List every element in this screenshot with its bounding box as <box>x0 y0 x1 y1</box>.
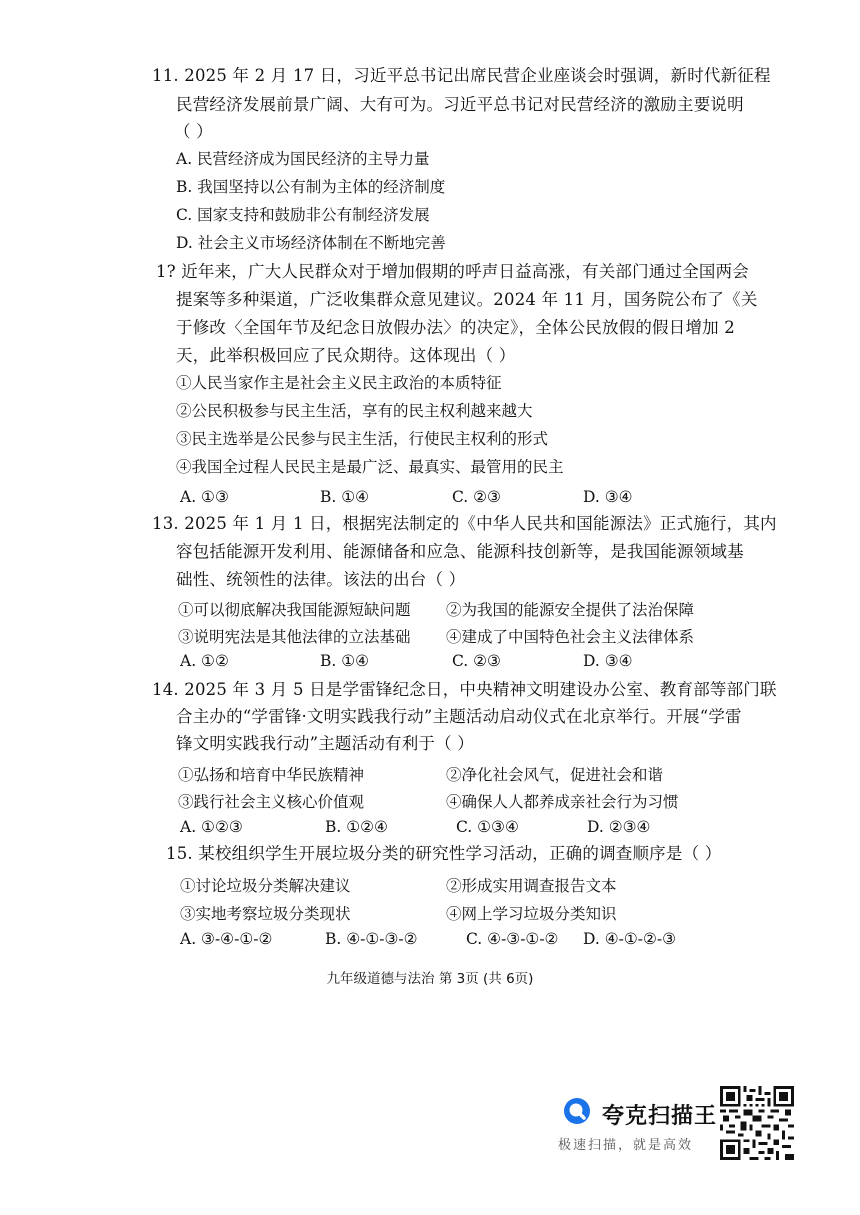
q14-stem-line-3: 锋文明实践我行动”主题活动有利于（ ） <box>176 734 474 753</box>
q14-option-b: B. ①②④ <box>325 818 388 836</box>
q15-option-b: B. ④-①-③-② <box>325 930 418 948</box>
q13-statement-4: ④建成了中国特色社会主义法律体系 <box>446 628 695 646</box>
q13-statement-2: ②为我国的能源安全提供了法治保障 <box>446 601 695 619</box>
q12-option-d: D. ③④ <box>583 488 633 506</box>
q11-option-c: C. 国家支持和鼓励非公有制经济发展 <box>176 206 430 224</box>
q12-stem-line-3: 于修改〈全国年节及纪念日放假办法〉的决定》，全体公民放假的假日增加 2 <box>176 318 735 337</box>
q12-stem-line-1: 1? 近年来，广大人民群众对于增加假期的呼声日益高涨，有关部门通过全国两会 <box>156 262 749 281</box>
q11-option-b: B. 我国坚持以公有制为主体的经济制度 <box>176 178 446 196</box>
page-footer: 九年级道德与法治 第 3页 (共 6页) <box>326 971 534 987</box>
q15-option-a: A. ③-④-①-② <box>180 930 273 948</box>
q14-statement-2: ②净化社会风气，促进社会和谐 <box>446 766 664 784</box>
q13-option-d: D. ③④ <box>583 652 633 670</box>
q12-stem-line-4: 天，此举积极回应了民众期待。这体现出（ ） <box>176 346 516 365</box>
q11-option-d: D. 社会主义市场经济体制在不断地完善 <box>176 234 446 252</box>
q13-option-a: A. ①② <box>180 652 229 670</box>
q12-stem-line-2: 提案等多种渠道，广泛收集群众意见建议。2024 年 11 月，国务院公布了《关 <box>176 290 758 309</box>
q13-stem-line-2: 容包括能源开发利用、能源储备和应急、能源科技创新等，是我国能源领域基 <box>176 542 744 561</box>
q11-stem-line-1: 11. 2025 年 2 月 17 日，习近平总书记出席民营企业座谈会时强调，新时代新征程 <box>152 66 771 85</box>
q14-stem-line-1: 14. 2025 年 3 月 5 日是学雷锋纪念日，中央精神文明建设办公室、教育部等部门联 <box>152 680 777 699</box>
q15-statement-3: ③实地考察垃圾分类现状 <box>180 905 351 923</box>
q15-statement-4: ④网上学习垃圾分类知识 <box>446 905 617 923</box>
q11-option-a: A. 民营经济成为国民经济的主导力量 <box>176 150 430 168</box>
q14-stem-line-2: 合主办的“学雷锋·文明实践我行动”主题活动启动仪式在北京举行。开展“学雷 <box>176 707 742 726</box>
q12-statement-3: ③民主选举是公民参与民主生活，行使民主权利的形式 <box>176 430 549 448</box>
qr-code <box>720 1086 794 1160</box>
q13-option-b: B. ①④ <box>320 652 370 670</box>
brand-slogan: 极速扫描，就是高效 <box>558 1138 694 1153</box>
q13-option-c: C. ②③ <box>452 652 501 670</box>
quark-logo-icon <box>562 1096 592 1126</box>
q14-option-a: A. ①②③ <box>180 818 243 836</box>
q12-option-b: B. ①④ <box>320 488 370 506</box>
q15-statement-2: ②形成实用调查报告文本 <box>446 877 617 895</box>
q14-option-c: C. ①③④ <box>456 818 519 836</box>
q12-statement-4: ④我国全过程人民民主是最广泛、最真实、最管用的民主 <box>176 458 564 476</box>
q13-stem-line-1: 13. 2025 年 1 月 1 日，根据宪法制定的《中华人民共和国能源法》正式施行，其内 <box>152 514 777 533</box>
q11-stem-line-2: 民营经济发展前景广阔、大有可为。习近平总书记对民营经济的激励主要说明 <box>176 95 744 114</box>
q15-stem-line-1: 15. 某校组织学生开展垃圾分类的研究性学习活动，正确的调查顺序是（ ） <box>166 844 722 863</box>
q11-answer-blank: （ ） <box>174 122 213 141</box>
q15-option-d: D. ④-①-②-③ <box>583 930 677 948</box>
brand-name: 夸克扫描王 <box>602 1104 718 1129</box>
q12-option-a: A. ①③ <box>180 488 229 506</box>
q12-statement-1: ①人民当家作主是社会主义民主政治的本质特征 <box>176 374 502 392</box>
q13-statement-3: ③说明宪法是其他法律的立法基础 <box>178 628 411 646</box>
q14-option-d: D. ②③④ <box>587 818 651 836</box>
q12-statement-2: ②公民积极参与民主生活，享有的民主权利越来越大 <box>176 402 533 420</box>
q14-statement-1: ①弘扬和培育中华民族精神 <box>178 766 365 784</box>
q14-statement-4: ④确保人人都养成亲社会行为习惯 <box>446 793 679 811</box>
q13-stem-line-3: 础性、统领性的法律。该法的出台（ ） <box>176 570 466 589</box>
q12-option-c: C. ②③ <box>452 488 501 506</box>
q14-statement-3: ③践行社会主义核心价值观 <box>178 793 365 811</box>
q13-statement-1: ①可以彻底解决我国能源短缺问题 <box>178 601 411 619</box>
q15-statement-1: ①讨论垃圾分类解决建议 <box>180 877 351 895</box>
q15-option-c: C. ④-③-①-② <box>466 930 559 948</box>
